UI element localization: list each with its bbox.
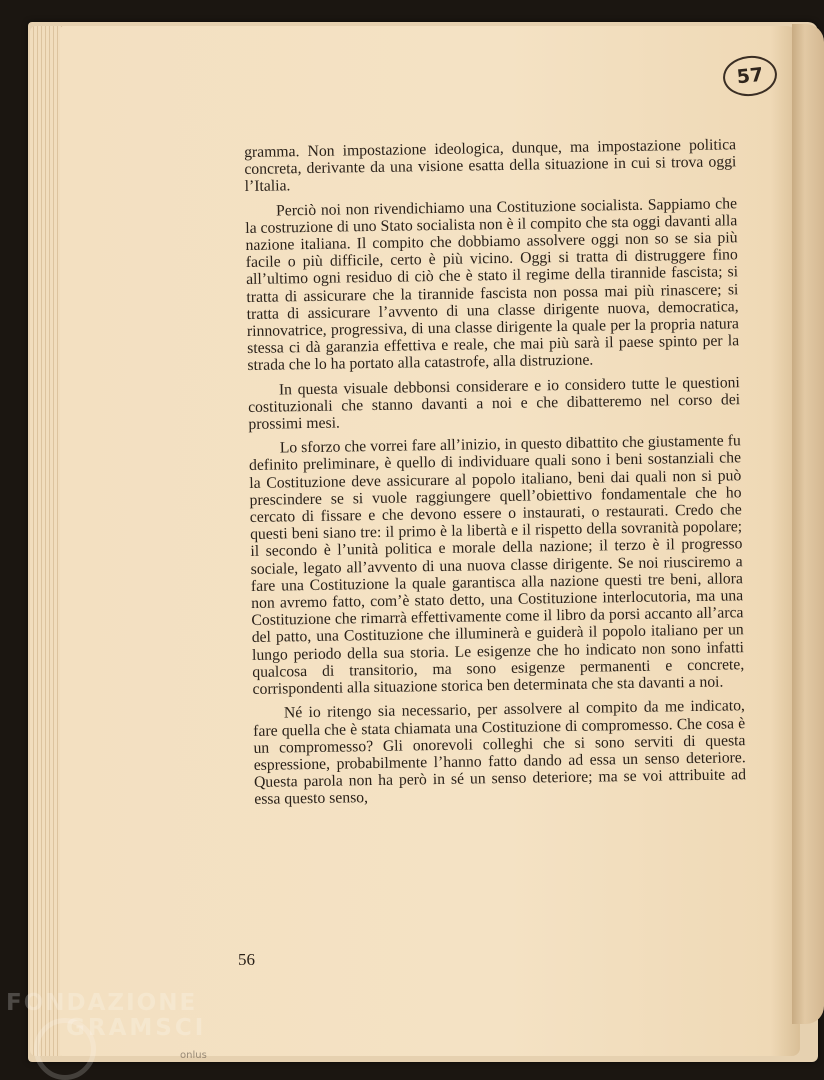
watermark xyxy=(6,992,206,1040)
paragraph-1: gramma. Non impostazione ideologica, dunque, ma impostazione politica concreta, derivante da una visione esatta della situazione in cui si trova oggi l’Italia. xyxy=(244,136,737,196)
paragraph-5: Né io ritengo sia necessario, per assolvere al compito da me indicato, fare quella che è stata chiamata una Costituzione di compromesso. Che cosa è un compromesso? Gli onorevoli colleghi che si sono serviti di questa espressione, probabilmente l’hanno fatto dando ad essa un senso deteriore. Questa parola non ha però in sé un senso deteriore; ma se voi attribuite ad essa questo senso, xyxy=(253,697,747,809)
body-text xyxy=(244,136,746,815)
page-number: 56 xyxy=(238,950,255,969)
watermark-line-1: FONDAZIONE xyxy=(6,990,198,1016)
handwritten-page-annotation: 57 xyxy=(721,53,779,98)
paragraph-2: Perciò noi non rivendichiamo una Costituzione socialista. Sappiamo che la costruzione di uno Stato socialista non è il compito che sta oggi davanti alla nazione italiana. Il compito che dobbiamo assolvere oggi non so se sia più facile o più difficile, certo è più vicino. Oggi si tratta di distruggere fino all’ultimo ogni residuo di ciò che è stato il regime della tirannide fascista; si tratta di assicurare che la tirannide fascista non possa mai più rinascere; si tratta di assicurare l’avvento di una classe dirigente nuova, democratica, rinnovatrice, progressiva, di una classe dirigente la quale per la propria natura stessa ci dà garanzia effettiva e reale, che mai più sarà il paese spinto per la strada che lo ha portato alla catastrofe, alla distruzione. xyxy=(245,194,740,375)
watermark-line-2: GRAMSCI xyxy=(66,1015,207,1041)
paragraph-4: Lo sforzo che vorrei fare all’inizio, in questo dibattito che giustamente fu definito preliminare, è quello di individuare quali sono i beni sostanziali che la Costituzione deve assicurare al popolo italiano, beni dai quali non si può prescindere se si vuole raggiungere quell’obiettivo fondamentale che ho cercato di fissare e che devono essere o instaurati, o restaurati. Credo che questi beni siano tre: il primo è la libertà e il rispetto della sovranità popolare; il secondo è l’unità politica e morale della nazione; il terzo è il progresso sociale, legato all’avvento di una nuova classe dirigente. Se noi riusciremo a fare una Costituzione la quale garantisca alla nazione questi tre beni, allora non avremo fatto, com’è stato detto, una Costituzione interlocutoria, ma una Costituzione che rimarrà effettivamente come il libro da porsi accanto all’arca del patto, una Costituzione che illuminerà e guiderà il popolo italiano per un lungo periodo della sua storia. Le esigenze che ho indicato non sono infatti qualcosa di transitorio, ma sono esigenze permanenti e concrete, corrispondenti alla situazione storica ben determinata che sta davanti a noi. xyxy=(248,432,745,699)
watermark-suffix: onlus xyxy=(180,1050,207,1061)
facing-page-edge xyxy=(792,24,824,1024)
paragraph-3: In questa visuale debbonsi considerare e io considero tutte le questioni costituzionali che stanno davanti a noi e che dibatteremo nel corso dei prossimi mesi. xyxy=(248,373,741,434)
